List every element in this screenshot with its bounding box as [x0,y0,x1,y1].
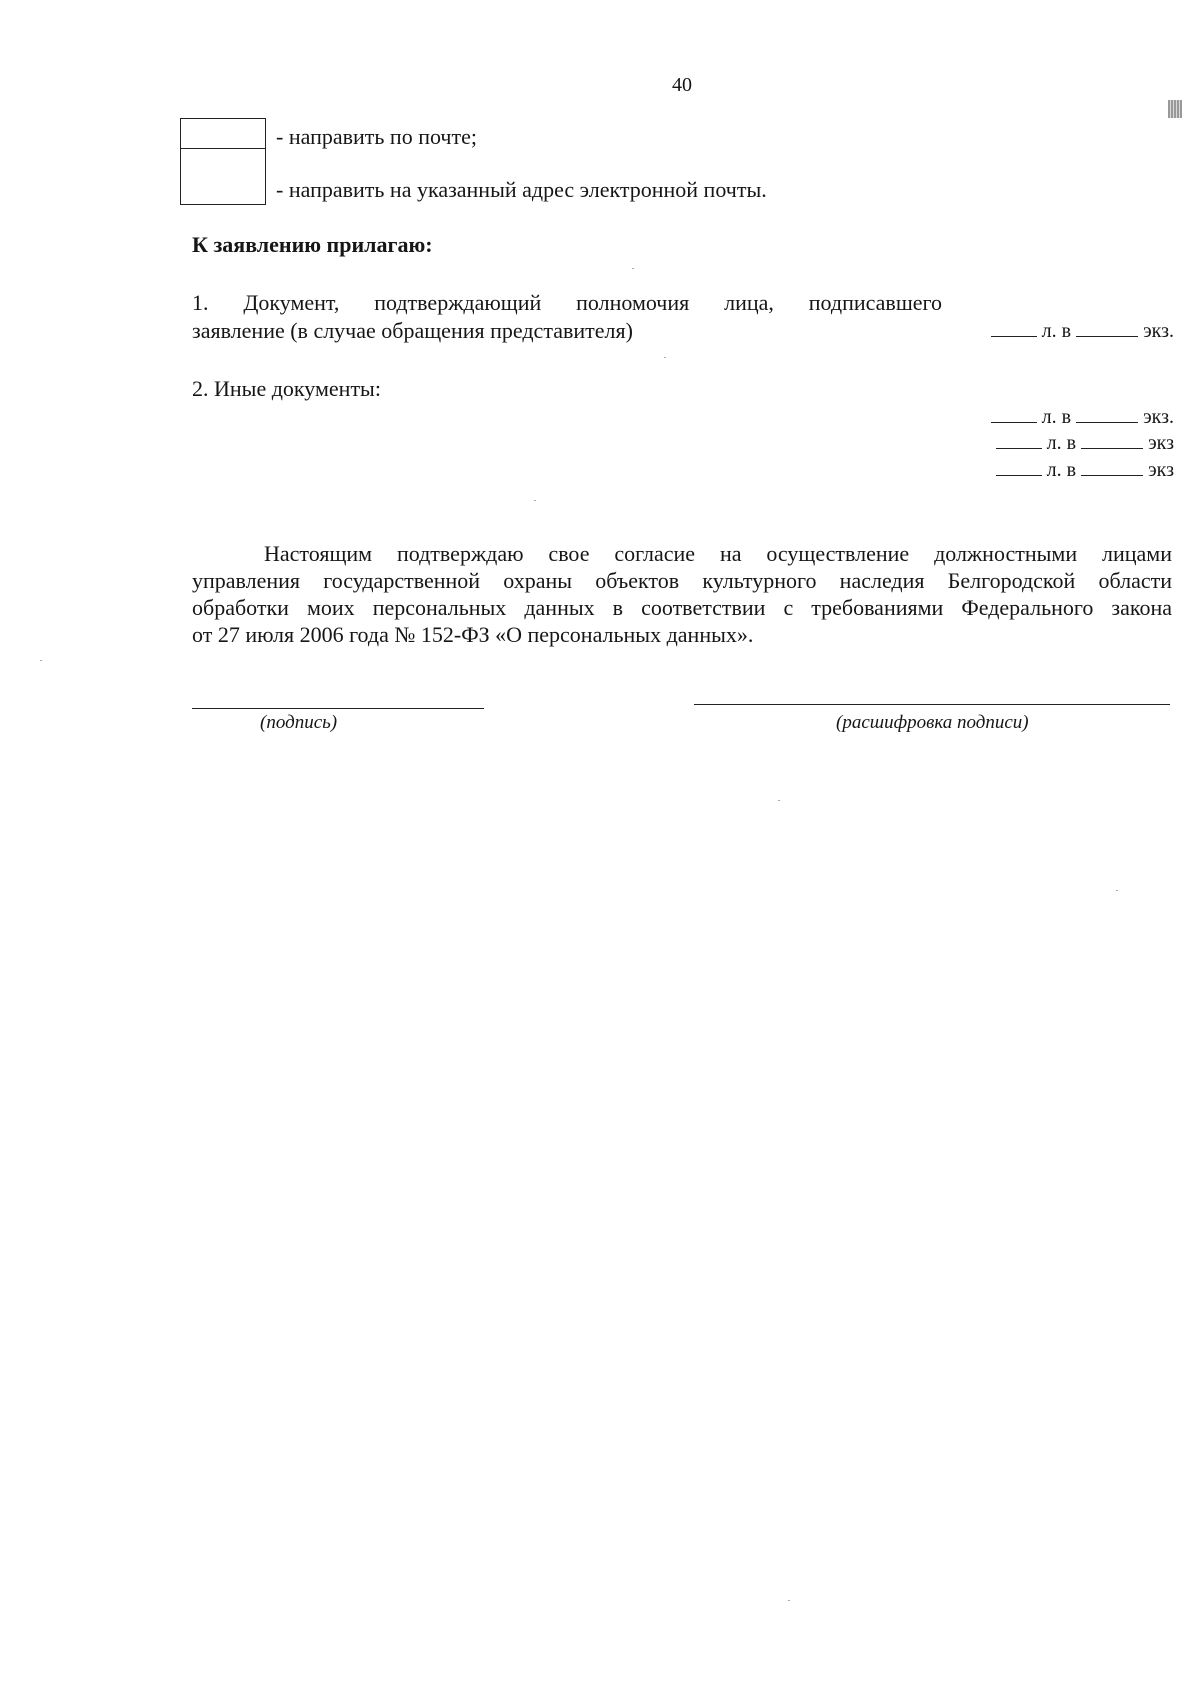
copies-blank[interactable] [1076,318,1138,337]
copies-label: экз. [1143,406,1174,428]
other-doc-row [900,457,1174,481]
attachment-item-1-line-1: 1. Документ, подтверждающий полномочия лица, подписавшего [192,290,942,315]
signature-decoding-line[interactable] [694,704,1170,705]
attachment-item-1-count [900,318,1174,344]
option-post-label: - направить по почте; [276,124,477,149]
sheets-blank[interactable] [996,457,1042,476]
consent-line: Настоящим подтверждаю свое согласие на осуществление должностными лицами [264,541,1172,566]
checkbox-email[interactable] [180,148,266,205]
page-number: 40 [672,74,692,96]
scan-speck [632,268,634,269]
scan-speck [778,800,780,801]
sheets-label: л. в [1041,320,1072,342]
consent-line: управления государственной охраны объектов культурного наследия Белгородской области [192,568,1172,593]
sheets-label: л. в [1046,459,1077,481]
sheets-blank[interactable] [996,430,1042,449]
consent-line: обработки моих персональных данных в соответствии с требованиями Федерального закона [192,595,1172,620]
sheets-label: л. в [1046,432,1077,454]
sheets-blank[interactable] [991,404,1037,423]
consent-paragraph [192,540,1172,648]
scan-speck [534,500,536,501]
signature-caption: (подпись) [260,712,338,733]
other-doc-row [900,430,1174,454]
sheets-label: л. в [1041,406,1072,428]
copies-label: экз. [1143,320,1174,342]
other-doc-row [900,404,1174,428]
copies-label: экз [1148,459,1174,481]
scan-speck [1116,890,1118,891]
scan-speck [664,357,666,358]
signature-line[interactable] [192,708,484,709]
signature-decoding-caption: (расшифровка подписи) [836,712,1029,733]
copies-blank[interactable] [1076,404,1138,423]
checkbox-post[interactable] [180,118,266,150]
scan-speck [40,660,42,661]
scan-speck [788,1600,790,1601]
sheets-blank[interactable] [991,318,1037,337]
copies-blank[interactable] [1081,430,1143,449]
attachment-item-2-label: 2. Иные документы: [192,376,381,401]
consent-line: от 27 июля 2006 года № 152-ФЗ «О персональных данных». [192,622,754,647]
scan-artifact [1168,100,1182,118]
copies-label: экз [1148,432,1174,454]
copies-blank[interactable] [1081,457,1143,476]
attachments-heading: К заявлению прилагаю: [192,232,433,257]
attachment-item-1-line-2: заявление (в случае обращения представителя) [192,318,633,343]
option-email-label: - направить на указанный адрес электронной почты. [276,177,767,202]
